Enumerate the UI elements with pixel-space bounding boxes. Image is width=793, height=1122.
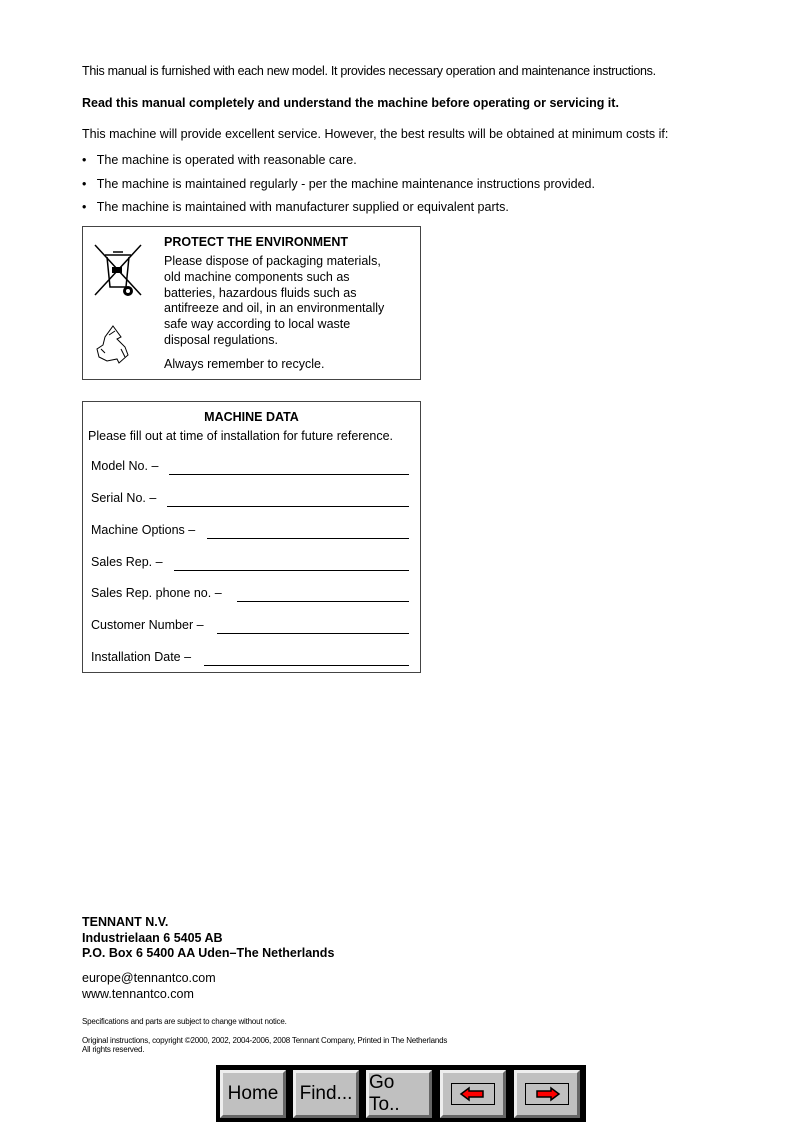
serial-no-label: Serial No. – xyxy=(91,491,157,505)
bullet-item: • The machine is operated with reasonable care. xyxy=(82,153,357,167)
home-button[interactable]: Home xyxy=(220,1070,286,1118)
company-po-box: P.O. Box 6 5400 AA Uden–The Netherlands xyxy=(82,946,335,960)
recycle-icon xyxy=(95,323,131,367)
machine-data-box xyxy=(82,401,421,673)
model-no-label: Model No. – xyxy=(91,459,159,473)
environment-text: Please dispose of packaging materials, old machine components such as batteries, hazardous fluids such as antifreeze and oil, in an environmentally safe way according to local waste disposal regulations. xyxy=(164,254,385,347)
bullet-item: • The machine is maintained regularly - per the machine maintenance instructions provided. xyxy=(82,177,595,191)
arrow-left-icon xyxy=(459,1086,487,1102)
bullet-item: • The machine is maintained with manufacturer supplied or equivalent parts. xyxy=(82,200,509,214)
sales-rep-phone-label: Sales Rep. phone no. – xyxy=(91,586,222,600)
intro-conditions: This machine will provide excellent service. However, the best results will be obtained at minimum costs if: xyxy=(82,127,669,141)
machine-data-subtitle: Please fill out at time of installation for future reference. xyxy=(88,429,394,443)
navigation-bar xyxy=(216,1065,586,1122)
installation-date-field[interactable] xyxy=(204,665,409,666)
intro-text: This manual is furnished with each new model. It provides necessary operation and maintenance instructions. xyxy=(82,64,656,78)
recycle-reminder: Always remember to recycle. xyxy=(164,357,325,371)
company-email: europe@tennantco.com xyxy=(82,971,216,985)
spec-notice: Specifications and parts are subject to change without notice. xyxy=(82,1017,287,1026)
goto-button[interactable]: Go To.. xyxy=(366,1070,432,1118)
sales-rep-field[interactable] xyxy=(174,570,409,571)
customer-number-field[interactable] xyxy=(217,633,409,634)
company-name: TENNANT N.V. xyxy=(82,915,169,929)
machine-options-label: Machine Options – xyxy=(91,523,196,537)
environment-box xyxy=(82,226,421,380)
warning-text: Read this manual completely and understand the machine before operating or servicing it. xyxy=(82,96,619,110)
installation-date-label: Installation Date – xyxy=(91,650,192,664)
copyright-notice: Original instructions, copyright ©2000, 2002, 2004-2006, 2008 Tennant Company, Printed in The Netherlands xyxy=(82,1036,448,1045)
previous-page-button[interactable] xyxy=(440,1070,506,1118)
weee-bin-icon xyxy=(93,243,145,299)
rights-notice: All rights reserved. xyxy=(82,1045,145,1054)
company-website: www.tennantco.com xyxy=(82,987,194,1001)
company-address: Industrielaan 6 5405 AB xyxy=(82,931,223,945)
serial-no-field[interactable] xyxy=(167,506,409,507)
sales-rep-label: Sales Rep. – xyxy=(91,555,163,569)
sales-rep-phone-field[interactable] xyxy=(237,601,409,602)
find-button[interactable]: Find... xyxy=(293,1070,359,1118)
model-no-field[interactable] xyxy=(169,474,409,475)
arrow-right-icon xyxy=(533,1086,561,1102)
machine-options-field[interactable] xyxy=(207,538,409,539)
machine-data-title: MACHINE DATA xyxy=(204,410,299,424)
customer-number-label: Customer Number – xyxy=(91,618,204,632)
environment-title: PROTECT THE ENVIRONMENT xyxy=(164,235,349,249)
next-page-button[interactable] xyxy=(514,1070,580,1118)
